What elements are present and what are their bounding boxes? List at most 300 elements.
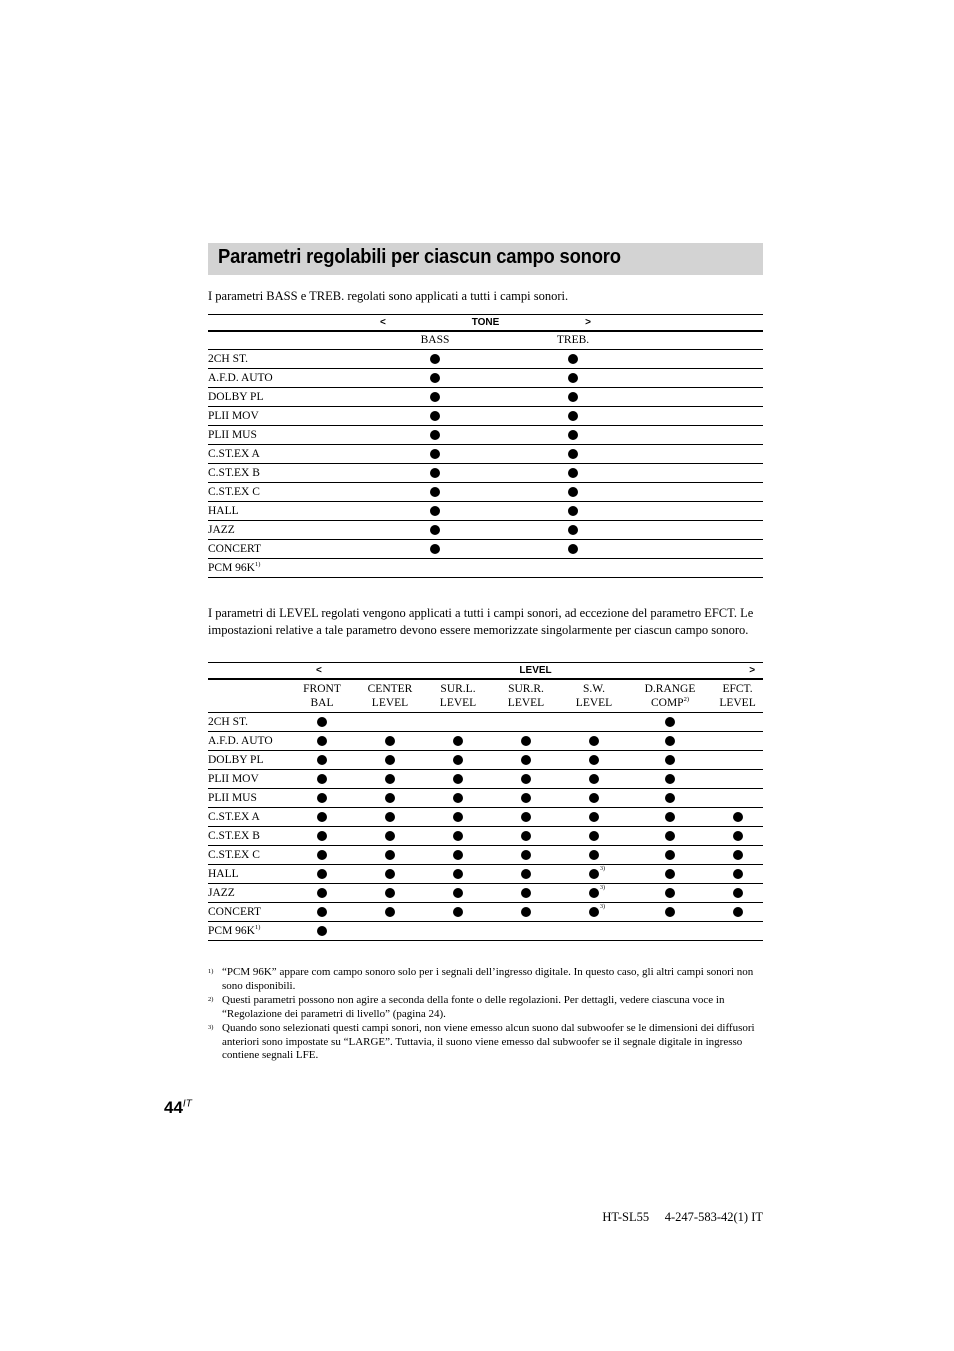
table-cell	[712, 845, 763, 864]
table-row	[208, 921, 763, 940]
table-cell	[366, 463, 504, 482]
column-header-line2	[288, 696, 356, 710]
level-intro-text: I parametri di LEVEL regolati vengono applicati a tutti i campi sonori, ad eccezione del parametro EFCT. Le impostazioni relative a tale parametro devono essere memorizzate singolarmente per ciascun campo sonoro.	[208, 606, 754, 637]
table-cell	[356, 826, 424, 845]
table-cell	[712, 807, 763, 826]
table-cell	[288, 712, 356, 731]
column-header-line1: EFCT.	[722, 682, 753, 695]
table-cell	[356, 731, 424, 750]
table-cell	[356, 921, 424, 940]
row-name-cell	[208, 864, 288, 883]
filled-dot-icon	[453, 831, 463, 841]
table-cell	[504, 463, 642, 482]
level-group-header	[208, 663, 763, 680]
filled-dot-icon	[521, 755, 531, 765]
table-cell	[356, 807, 424, 826]
row-label: C.ST.EX B	[208, 829, 260, 842]
table-cell	[424, 902, 492, 921]
column-header-line2-text: COMP	[650, 696, 684, 709]
table-cell	[492, 883, 560, 902]
table-cell	[628, 769, 712, 788]
filled-dot-icon	[317, 812, 327, 822]
table-row	[208, 807, 763, 826]
filled-dot-icon	[568, 354, 578, 364]
table-cell	[504, 558, 642, 577]
footnote	[208, 1022, 763, 1063]
table-cell	[492, 807, 560, 826]
table-cell	[424, 921, 492, 940]
row-label: CONCERT	[208, 905, 261, 918]
table-cell	[492, 845, 560, 864]
row-name-cell	[208, 368, 366, 387]
table-row	[208, 769, 763, 788]
filled-dot-icon	[733, 888, 743, 898]
filled-dot-icon	[521, 850, 531, 860]
table-cell	[288, 807, 356, 826]
table-cell	[366, 368, 504, 387]
table-cell	[356, 712, 424, 731]
column-header-line2-text: BAL	[310, 696, 334, 709]
table-cell	[712, 788, 763, 807]
table-cell	[492, 788, 560, 807]
table-cell	[628, 883, 712, 902]
table-cell	[560, 712, 628, 731]
table-cell	[628, 864, 712, 883]
row-name-cell	[208, 826, 288, 845]
table-cell	[288, 902, 356, 921]
table-cell	[424, 731, 492, 750]
table-cell	[712, 883, 763, 902]
tone-intro-text: I parametri BASS e TREB. regolati sono applicati a tutti i campi sonori.	[208, 289, 569, 303]
filled-dot-icon	[568, 411, 578, 421]
footnote-mark: 3)	[208, 1024, 214, 1031]
table-cell	[356, 864, 424, 883]
row-label: CONCERT	[208, 542, 261, 555]
table-cell	[504, 387, 642, 406]
row-label: 2CH ST.	[208, 352, 249, 365]
table-cell	[560, 845, 628, 864]
footnote-text: Questi parametri possono non agire a seconda della fonte o delle regolazioni. Per dettagli, vedere ciascuna voce in “Regolazione dei parametri di livello” (pagina 24).	[222, 994, 725, 1020]
row-label: HALL	[208, 867, 239, 880]
filled-dot-icon	[665, 888, 675, 898]
table-cell	[492, 769, 560, 788]
row-label: 2CH ST.	[208, 715, 249, 728]
filled-dot-icon	[317, 869, 327, 879]
table-cell	[356, 845, 424, 864]
filled-dot-icon	[568, 373, 578, 383]
filled-dot-icon	[568, 525, 578, 535]
table-cell	[712, 921, 763, 940]
filled-dot-icon	[665, 812, 675, 822]
table-cell	[560, 769, 628, 788]
model-code: HT-SL55	[602, 1210, 650, 1224]
filled-dot-icon	[385, 907, 395, 917]
column-header-line2	[424, 696, 492, 710]
row-name-cell	[208, 883, 288, 902]
table-cell	[712, 902, 763, 921]
table-cell	[356, 788, 424, 807]
footnote-ref: 3)	[600, 884, 605, 891]
table-cell	[288, 921, 356, 940]
filled-dot-icon	[568, 430, 578, 440]
filled-dot-icon	[521, 888, 531, 898]
row-label: PCM 96K	[208, 561, 255, 574]
filled-dot-icon	[430, 506, 440, 516]
row-label: JAZZ	[208, 523, 235, 536]
table-cell	[356, 883, 424, 902]
filled-dot-icon	[317, 736, 327, 746]
filled-dot-icon	[665, 831, 675, 841]
row-name-cell	[208, 807, 288, 826]
filled-dot-icon	[589, 865, 605, 879]
table-row	[208, 349, 763, 368]
row-name-cell	[208, 712, 288, 731]
filled-dot-icon	[430, 373, 440, 383]
filled-dot-icon	[568, 449, 578, 459]
filled-dot-icon	[385, 850, 395, 860]
filled-dot-icon	[317, 831, 327, 841]
column-header-line2	[356, 696, 424, 710]
table-row	[208, 387, 763, 406]
filled-dot-icon	[589, 736, 599, 746]
level-parameter-table	[208, 662, 763, 941]
table-cell	[288, 883, 356, 902]
filled-dot-icon	[589, 850, 599, 860]
table-cell	[366, 387, 504, 406]
table-cell	[628, 750, 712, 769]
level-left-bracket: <	[316, 665, 322, 676]
filled-dot-icon	[733, 850, 743, 860]
table-cell	[504, 406, 642, 425]
filled-dot-icon	[317, 926, 327, 936]
filled-dot-icon	[430, 487, 440, 497]
table-cell	[642, 425, 763, 444]
filled-dot-icon	[317, 774, 327, 784]
filled-dot-icon	[589, 812, 599, 822]
table-cell	[642, 501, 763, 520]
footnote-mark: 1)	[208, 968, 214, 975]
table-cell	[560, 864, 628, 883]
table-cell	[366, 406, 504, 425]
filled-dot-icon	[665, 850, 675, 860]
section-title-bar	[208, 243, 763, 275]
row-label: C.ST.EX A	[208, 810, 260, 823]
table-cell	[424, 864, 492, 883]
table-cell	[492, 902, 560, 921]
row-name-cell	[208, 902, 288, 921]
table-cell	[560, 750, 628, 769]
column-header-bass: BASS	[366, 331, 504, 349]
row-name-cell	[208, 482, 366, 501]
filled-dot-icon	[733, 869, 743, 879]
filled-dot-icon	[453, 812, 463, 822]
table-cell	[642, 482, 763, 501]
row-name-cell	[208, 444, 366, 463]
table-cell	[288, 750, 356, 769]
filled-dot-icon	[521, 736, 531, 746]
filled-dot-icon	[385, 736, 395, 746]
table-cell	[366, 425, 504, 444]
row-name-cell	[208, 921, 288, 940]
table-cell	[288, 788, 356, 807]
filled-dot-icon	[453, 755, 463, 765]
table-row	[208, 463, 763, 482]
table-cell	[712, 712, 763, 731]
table-row	[208, 731, 763, 750]
row-label: DOLBY PL	[208, 753, 264, 766]
filled-dot-icon	[589, 755, 599, 765]
column-header	[356, 679, 424, 712]
filled-dot-icon	[385, 831, 395, 841]
table-cell	[504, 501, 642, 520]
column-header-line2	[560, 696, 628, 710]
filled-dot-icon	[453, 888, 463, 898]
filled-dot-icon	[385, 869, 395, 879]
row-name-cell	[208, 406, 366, 425]
table-cell	[424, 712, 492, 731]
footnote	[208, 994, 763, 1021]
table-cell	[560, 807, 628, 826]
table-cell	[560, 731, 628, 750]
table-row	[208, 750, 763, 769]
table-cell	[560, 921, 628, 940]
table-cell	[560, 902, 628, 921]
row-name-cell	[208, 501, 366, 520]
column-header-line1: SUR.R.	[508, 682, 544, 695]
table-cell	[366, 558, 504, 577]
page-title: Parametri regolabili per ciascun campo sonoro	[218, 246, 621, 268]
table-cell	[492, 731, 560, 750]
table-cell	[642, 520, 763, 539]
row-label: PCM 96K	[208, 924, 255, 937]
filled-dot-icon	[568, 468, 578, 478]
filled-dot-icon	[317, 793, 327, 803]
table-cell	[628, 921, 712, 940]
filled-dot-icon	[430, 411, 440, 421]
table-cell	[504, 482, 642, 501]
row-label: C.ST.EX A	[208, 447, 260, 460]
model-info	[602, 1210, 763, 1225]
filled-dot-icon	[521, 831, 531, 841]
row-label: C.ST.EX C	[208, 485, 260, 498]
filled-dot-icon	[453, 869, 463, 879]
column-header-line2-text: LEVEL	[439, 696, 477, 709]
table-row	[208, 883, 763, 902]
row-name-cell	[208, 845, 288, 864]
row-name-cell	[208, 520, 366, 539]
row-name-cell	[208, 539, 366, 558]
table-cell	[628, 807, 712, 826]
column-header-line2	[712, 696, 763, 710]
footnote-ref: 1)	[254, 560, 261, 568]
column-header	[492, 679, 560, 712]
row-label: A.F.D. AUTO	[208, 371, 273, 384]
table-row	[208, 501, 763, 520]
table-cell	[712, 731, 763, 750]
table-row	[208, 482, 763, 501]
footnote	[208, 966, 763, 993]
table-cell	[560, 826, 628, 845]
filled-dot-icon	[385, 755, 395, 765]
table-cell	[424, 883, 492, 902]
footnote-ref: 2)	[683, 695, 690, 703]
row-label: C.ST.EX C	[208, 848, 260, 861]
footnote-text: “PCM 96K” appare com campo sonoro solo per i segnali dell’ingresso digitale. In questo caso, gli altri campi sonori non sono disponibili.	[222, 966, 754, 992]
table-cell	[642, 387, 763, 406]
table-cell	[504, 539, 642, 558]
table-cell	[288, 769, 356, 788]
filled-dot-icon	[385, 812, 395, 822]
row-name-cell	[208, 463, 366, 482]
table-cell	[424, 807, 492, 826]
table-cell	[366, 520, 504, 539]
filled-dot-icon	[568, 487, 578, 497]
tone-left-bracket: <	[380, 317, 386, 328]
filled-dot-icon	[665, 736, 675, 746]
table-cell	[492, 750, 560, 769]
column-header-line2-text: LEVEL	[719, 696, 756, 709]
filled-dot-icon	[385, 888, 395, 898]
table-cell	[492, 864, 560, 883]
table-cell	[504, 444, 642, 463]
filled-dot-icon	[385, 774, 395, 784]
table-cell	[642, 463, 763, 482]
page-number: $44^{IT}$	[164, 1098, 192, 1117]
filled-dot-icon	[665, 869, 675, 879]
table-cell	[424, 750, 492, 769]
table-cell	[288, 826, 356, 845]
table-cell	[560, 883, 628, 902]
table-row	[208, 444, 763, 463]
row-label: HALL	[208, 504, 239, 517]
column-header-line1: SUR.L.	[440, 682, 476, 695]
filled-dot-icon	[317, 888, 327, 898]
filled-dot-icon	[317, 850, 327, 860]
table-cell	[712, 864, 763, 883]
table-row	[208, 788, 763, 807]
doc-code: 4-247-583-42(1) IT	[664, 1210, 763, 1224]
filled-dot-icon	[453, 850, 463, 860]
table-cell	[356, 902, 424, 921]
filled-dot-icon	[733, 907, 743, 917]
table-row	[208, 558, 763, 577]
table-cell	[504, 425, 642, 444]
table-cell	[504, 520, 642, 539]
column-header	[712, 679, 763, 712]
column-header	[560, 679, 628, 712]
filled-dot-icon	[430, 430, 440, 440]
row-name-cell	[208, 558, 366, 577]
column-header-line1: S.W.	[583, 682, 605, 695]
filled-dot-icon	[589, 793, 599, 803]
table-cell	[366, 539, 504, 558]
filled-dot-icon	[665, 793, 675, 803]
table-cell	[366, 501, 504, 520]
filled-dot-icon	[665, 755, 675, 765]
table-row	[208, 520, 763, 539]
level-column-header	[208, 679, 763, 712]
tone-parameter-table	[208, 314, 763, 578]
filled-dot-icon	[317, 717, 327, 727]
table-cell	[628, 902, 712, 921]
row-label: JAZZ	[208, 886, 235, 899]
table-row	[208, 845, 763, 864]
tone-group-header	[208, 315, 763, 332]
table-cell	[642, 406, 763, 425]
table-cell	[628, 826, 712, 845]
filled-dot-icon	[589, 884, 605, 898]
filled-dot-icon	[589, 903, 605, 917]
row-name-cell	[208, 750, 288, 769]
filled-dot-icon	[568, 544, 578, 554]
table-row	[208, 425, 763, 444]
table-row	[208, 539, 763, 558]
table-cell	[628, 845, 712, 864]
level-right-bracket: >	[749, 665, 756, 676]
table-cell	[366, 444, 504, 463]
footnote-ref: 3)	[600, 865, 605, 872]
table-cell	[628, 731, 712, 750]
column-header	[288, 679, 356, 712]
row-label: PLII MOV	[208, 772, 259, 785]
table-row	[208, 406, 763, 425]
table-cell	[712, 750, 763, 769]
filled-dot-icon	[521, 869, 531, 879]
filled-dot-icon	[453, 907, 463, 917]
row-name-cell	[208, 349, 366, 368]
filled-dot-icon	[521, 907, 531, 917]
row-label: PLII MUS	[208, 791, 257, 804]
table-cell	[424, 826, 492, 845]
footnote-ref: 1)	[254, 923, 261, 931]
tone-right-bracket: >	[585, 317, 592, 328]
table-cell	[712, 826, 763, 845]
table-cell	[424, 769, 492, 788]
filled-dot-icon	[665, 907, 675, 917]
filled-dot-icon	[430, 468, 440, 478]
table-cell	[560, 788, 628, 807]
column-header	[628, 679, 712, 712]
row-name-cell	[208, 387, 366, 406]
table-cell	[628, 712, 712, 731]
filled-dot-icon	[317, 755, 327, 765]
filled-dot-icon	[521, 793, 531, 803]
filled-dot-icon	[521, 812, 531, 822]
column-header-treb: TREB.	[504, 331, 642, 349]
row-name-cell	[208, 731, 288, 750]
row-label: PLII MUS	[208, 428, 257, 441]
table-row	[208, 864, 763, 883]
column-header-line1: D.RANGE	[644, 682, 696, 695]
footnotes	[208, 966, 763, 1064]
filled-dot-icon	[665, 774, 675, 784]
filled-dot-icon	[317, 907, 327, 917]
table-cell	[492, 921, 560, 940]
table-cell	[288, 731, 356, 750]
table-cell	[504, 368, 642, 387]
filled-dot-icon	[430, 354, 440, 364]
column-header-line2-text: LEVEL	[371, 696, 409, 709]
filled-dot-icon	[430, 392, 440, 402]
table-cell	[628, 788, 712, 807]
filled-dot-icon	[430, 525, 440, 535]
table-cell	[356, 750, 424, 769]
table-cell	[288, 845, 356, 864]
filled-dot-icon	[453, 793, 463, 803]
table-cell	[424, 845, 492, 864]
filled-dot-icon	[733, 831, 743, 841]
footnote-ref: 3)	[600, 903, 605, 910]
